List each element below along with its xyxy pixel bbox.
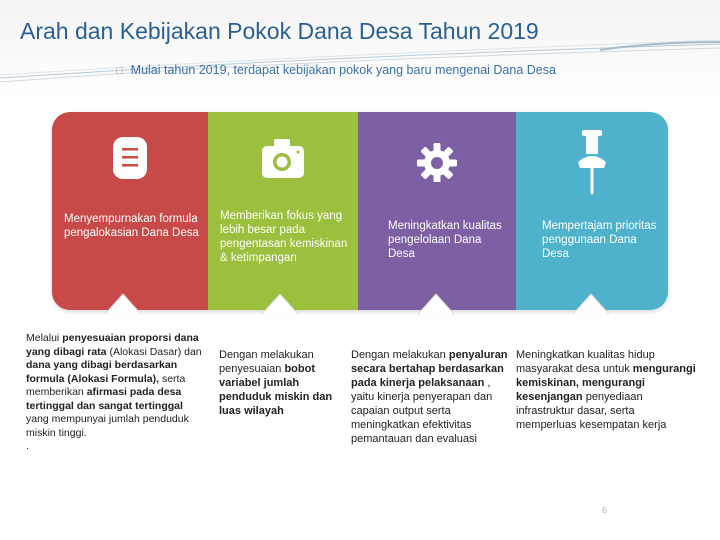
panel-formula	[52, 112, 208, 310]
pointer-2	[262, 292, 298, 314]
desc-text: Dengan melakukan penyesuaian	[219, 349, 314, 375]
panel-poverty-focus-text: Memberikan fokus yang lebih besar pada pengentasan kemiskinan & ketimpangan	[220, 210, 348, 264]
desc-bold-text: bobot variabel jumlah penduduk miskin dan luas wilayah	[219, 363, 333, 417]
desc-text: yang mempunyai jumlah penduduk miskin tinggi.	[26, 413, 189, 439]
camera-icon	[260, 136, 306, 180]
desc-bold-text: dana yang dibagi berdasarkan formula (Alokasi Formula),	[26, 359, 178, 385]
gear-icon	[414, 136, 460, 182]
desc-bold-text: penyaluran secara bertahap berdasarkan pada kinerja pelaksanaan	[351, 349, 508, 389]
desc-bold-text: penyesuaian proporsi dana yang dibagi rata	[26, 332, 199, 358]
description-usage-priority	[516, 348, 696, 432]
description-formula	[26, 332, 208, 454]
desc-text: , yaitu kinerja penyerapan dan capaian output serta meningkatkan efektivitas pemantauan dan evaluasi	[351, 377, 493, 445]
list-icon	[112, 136, 148, 180]
bullet-icon: □	[116, 65, 123, 77]
desc-text: Melalui	[26, 332, 63, 344]
desc-text: Meningkatkan kualitas hidup masyarakat desa untuk	[516, 349, 655, 375]
panel-management-quality	[358, 112, 516, 310]
desc-text: Dengan melakukan	[351, 349, 449, 361]
panel-poverty-focus	[208, 112, 358, 310]
panel-management-quality-text: Meningkatkan kualitas pengelolaan Dana Desa	[388, 220, 502, 260]
description-management-quality	[351, 348, 511, 446]
description-poverty-focus	[219, 348, 339, 418]
panel-formula-text: Menyempurnakan formula pengalokasian Dana Desa	[64, 213, 199, 239]
desc-text: penyediaan infrastruktur dasar, serta memperluas kesempatan kerja	[516, 391, 667, 431]
panel-usage-priority	[516, 112, 668, 310]
slide-title: Arah dan Kebijakan Pokok Dana Desa Tahun 2019	[20, 18, 539, 44]
desc-bold-text: afirmasi pada desa tertinggal dan sangat tertinggal	[26, 386, 183, 412]
pointer-4	[573, 292, 609, 314]
subtitle	[116, 63, 556, 77]
desc-trailing-dot: .	[26, 440, 29, 452]
desc-text: serta memberikan	[26, 372, 186, 398]
subtitle-text: Mulai tahun 2019, terdapat kebijakan pokok yang baru mengenai Dana Desa	[130, 63, 556, 77]
page-number: 6	[602, 505, 608, 515]
pushpin-icon	[574, 128, 610, 198]
pointer-3	[418, 292, 454, 314]
desc-bold-text: mengurangi kemiskinan, mengurangi kesenjangan	[516, 363, 696, 403]
pointer-1	[105, 292, 141, 314]
policy-panels	[52, 112, 668, 310]
desc-text: (Alokasi Dasar) dan	[106, 345, 202, 358]
panel-usage-priority-text: Mempertajam prioritas penggunaan Dana Desa	[542, 220, 657, 260]
